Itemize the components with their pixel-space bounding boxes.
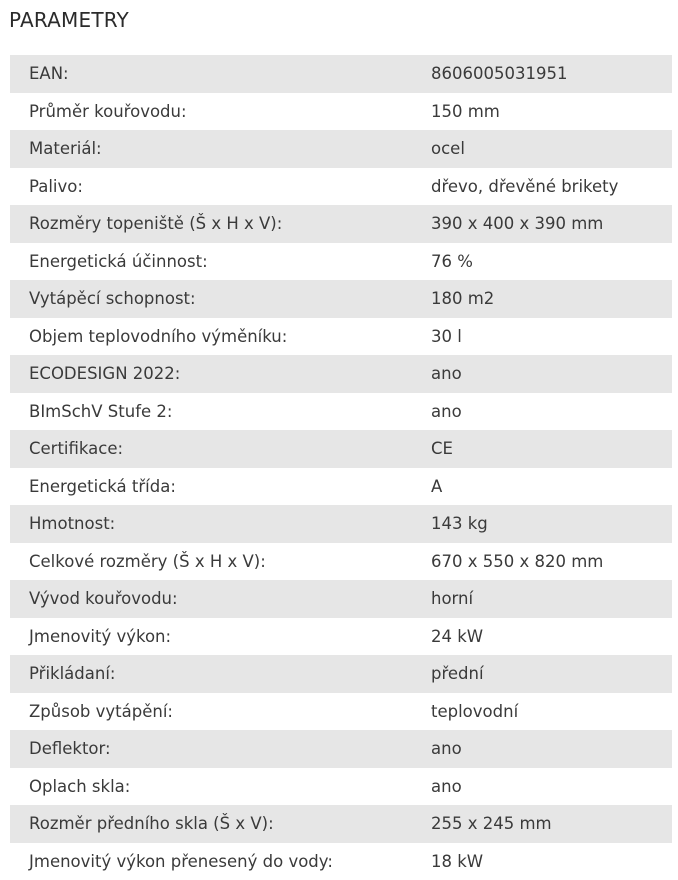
param-value: 30 l bbox=[429, 327, 672, 346]
table-row bbox=[10, 730, 672, 768]
param-label: Oplach skla: bbox=[10, 777, 429, 796]
table-row bbox=[10, 393, 672, 431]
param-value: 670 x 550 x 820 mm bbox=[429, 552, 672, 571]
param-value: ano bbox=[429, 739, 672, 758]
param-value: ano bbox=[429, 777, 672, 796]
table-row bbox=[10, 280, 672, 318]
param-value: CE bbox=[429, 439, 672, 458]
param-label: Jmenovitý výkon: bbox=[10, 627, 429, 646]
param-label: Přikládaní: bbox=[10, 664, 429, 683]
param-value: dřevo, dřevěné brikety bbox=[429, 177, 672, 196]
param-label: Certifikace: bbox=[10, 439, 429, 458]
param-label: Způsob vytápění: bbox=[10, 702, 429, 721]
param-label: BImSchV Stufe 2: bbox=[10, 402, 429, 421]
table-row bbox=[10, 355, 672, 393]
param-value: teplovodní bbox=[429, 702, 672, 721]
param-label: Jmenovitý výkon přenesený do vody: bbox=[10, 852, 429, 871]
param-value: 24 kW bbox=[429, 627, 672, 646]
param-value: 76 % bbox=[429, 252, 672, 271]
section-title: PARAMETRY bbox=[9, 8, 129, 32]
table-row bbox=[10, 318, 672, 356]
param-value: přední bbox=[429, 664, 672, 683]
table-row bbox=[10, 505, 672, 543]
param-label: Palivo: bbox=[10, 177, 429, 196]
param-label: Celkové rozměry (Š x H x V): bbox=[10, 552, 429, 571]
table-row bbox=[10, 543, 672, 581]
parameters-table bbox=[10, 55, 672, 880]
param-value: 143 kg bbox=[429, 514, 672, 533]
param-label: Rozměr předního skla (Š x V): bbox=[10, 814, 429, 833]
table-row bbox=[10, 843, 672, 880]
table-row bbox=[10, 430, 672, 468]
table-row bbox=[10, 805, 672, 843]
param-value: 255 x 245 mm bbox=[429, 814, 672, 833]
param-value: horní bbox=[429, 589, 672, 608]
param-value: 18 kW bbox=[429, 852, 672, 871]
table-row bbox=[10, 55, 672, 93]
table-row bbox=[10, 655, 672, 693]
param-label: Energetická třída: bbox=[10, 477, 429, 496]
param-label: ECODESIGN 2022: bbox=[10, 364, 429, 383]
param-label: Vytápěcí schopnost: bbox=[10, 289, 429, 308]
param-label: Deflektor: bbox=[10, 739, 429, 758]
param-value: 8606005031951 bbox=[429, 64, 672, 83]
param-label: Průměr kouřovodu: bbox=[10, 102, 429, 121]
table-row bbox=[10, 93, 672, 131]
param-label: Energetická účinnost: bbox=[10, 252, 429, 271]
param-value: 180 m2 bbox=[429, 289, 672, 308]
table-row bbox=[10, 468, 672, 506]
param-label: Hmotnost: bbox=[10, 514, 429, 533]
table-row bbox=[10, 243, 672, 281]
table-row bbox=[10, 130, 672, 168]
param-value: ano bbox=[429, 364, 672, 383]
param-label: Vývod kouřovodu: bbox=[10, 589, 429, 608]
param-label: Rozměry topeniště (Š x H x V): bbox=[10, 214, 429, 233]
table-row bbox=[10, 693, 672, 731]
table-row bbox=[10, 618, 672, 656]
param-label: Objem teplovodního výměníku: bbox=[10, 327, 429, 346]
param-label: Materiál: bbox=[10, 139, 429, 158]
param-label: EAN: bbox=[10, 64, 429, 83]
param-value: 150 mm bbox=[429, 102, 672, 121]
table-row bbox=[10, 768, 672, 806]
table-row bbox=[10, 205, 672, 243]
param-value: ocel bbox=[429, 139, 672, 158]
param-value: 390 x 400 x 390 mm bbox=[429, 214, 672, 233]
param-value: ano bbox=[429, 402, 672, 421]
table-row bbox=[10, 168, 672, 206]
table-row bbox=[10, 580, 672, 618]
param-value: A bbox=[429, 477, 672, 496]
